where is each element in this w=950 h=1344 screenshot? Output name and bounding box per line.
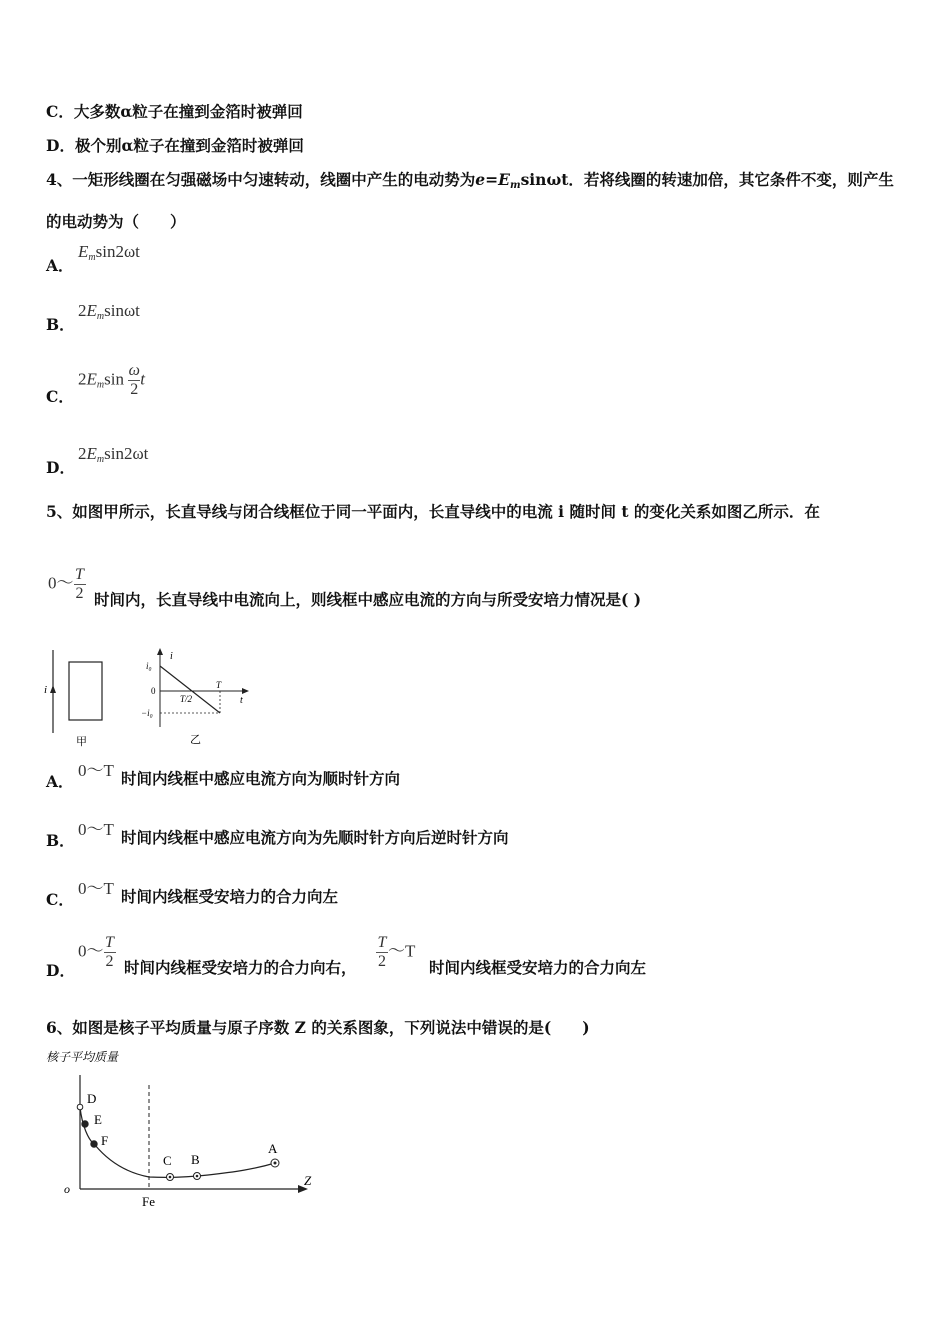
yi-y-label: i [170,651,173,662]
q5-option-a-math: 0～T [78,761,114,780]
label-C: C [163,1153,172,1168]
label-A: A [268,1141,278,1156]
point-C-dot [169,1176,172,1179]
q4-option-c-fraction: $\frac{\omega}{2}$ [128,362,140,398]
point-A-dot [274,1162,277,1165]
q5-option-d-math: 0～ $\frac{T}{2}$ [78,934,114,970]
current-arrow-icon [50,685,56,693]
q4-option-d-formula: $2E_m\sin 2\omega t$ [78,444,149,465]
t-axis-arrow-icon [242,688,249,694]
q5-interval-formula: 0～ $\frac{T}{2}$ [48,566,84,602]
q4-option-a-label: A． [46,256,74,275]
q5-option-a-label: A． [46,772,74,791]
q4-stem: 4、一矩形线圈在匀强磁场中匀速转动，线圈中产生的电动势为$e=E_m\sin\omega t$．若将线圈的转速加倍，其它条件不变，则产生的电动势为（ ） [46,170,894,231]
q6-stem: 6、如图是核子平均质量与原子序数 Z 的关系图象，下列说法中错误的是( ) [46,1018,590,1037]
point-B-dot [196,1175,199,1178]
yi-x-label: t [240,695,243,706]
i-axis-arrow-icon [157,648,163,655]
label-F: F [101,1133,109,1148]
q5-option-a-text: 时间内线框中感应电流方向为顺时针方向 [121,769,401,788]
q4-option-c-formula: $2E_m\sin$ $\frac{\omega}{2}$ t [78,362,145,398]
q4-option-c-label: C． [46,387,74,406]
q4-option-b-label: B． [46,315,75,334]
yi-neg-i0-label: −i₀ [141,708,153,718]
q5-option-d-label: D． [46,961,75,980]
q5-figure-yi [140,645,255,750]
graph-y-label: 核子平均质量 [46,1050,119,1064]
point-E [82,1121,88,1127]
q5-stem-continued: 时间内，长直导线中电流向上，则线框中感应电流的方向与所受安培力情况是( ) [94,590,642,609]
graph-x-label: Z [304,1173,312,1188]
wire-current-label: i [44,684,48,696]
q5-figure-jia [40,645,120,750]
q5-stem: 5、如图甲所示，长直导线与闭合线框位于同一平面内，长直导线中的电流 i 随时间 t 的变化关系如图乙所示．在 [46,502,820,521]
q4-option-d-label: D． [46,458,75,477]
q5-option-d-math2: $\frac{T}{2}$ ～T [377,934,416,970]
graph-origin: o [64,1182,70,1196]
figure-jia-caption: 甲 [76,735,87,748]
q6-graph [40,1045,330,1215]
q5-option-d-text2: 时间内线框受安培力的合力向左 [429,958,647,977]
label-B: B [191,1152,200,1167]
q5-option-c-math: 0～T [78,879,114,898]
q3-option-c: C．大多数α粒子在撞到金箔时被弹回 [46,102,303,121]
yi-i0-label: i₀ [146,661,152,671]
yi-T-label: T [216,680,222,690]
point-D [77,1104,83,1110]
mass-curve [80,1107,275,1177]
point-F [91,1141,97,1147]
yi-zero-label: 0 [151,686,156,696]
label-E: E [94,1112,102,1127]
label-D: D [87,1091,97,1106]
fe-label: Fe [142,1194,155,1209]
q5-option-d-text1: 时间内线框受安培力的合力向右， [124,958,357,977]
q4-option-b-formula: $2E_m\sin\omega t$ [78,301,140,322]
q5-option-b-text: 时间内线框中感应电流方向为先顺时针方向后逆时针方向 [121,828,509,847]
q5-option-c-text: 时间内线框受安培力的合力向左 [121,887,339,906]
q4-option-a-formula: $E_m\sin 2\omega t$ [78,242,140,263]
q5-option-b-math: 0～T [78,820,114,839]
figure-yi-caption: 乙 [190,733,201,746]
current-line [160,666,220,713]
closed-loop-frame [69,662,102,720]
q5-option-b-label: B． [46,831,75,850]
q3-option-d: D．极个别α粒子在撞到金箔时被弹回 [46,136,304,155]
yi-T-half-label: T/2 [180,694,193,704]
q5-option-c-label: C． [46,890,74,909]
